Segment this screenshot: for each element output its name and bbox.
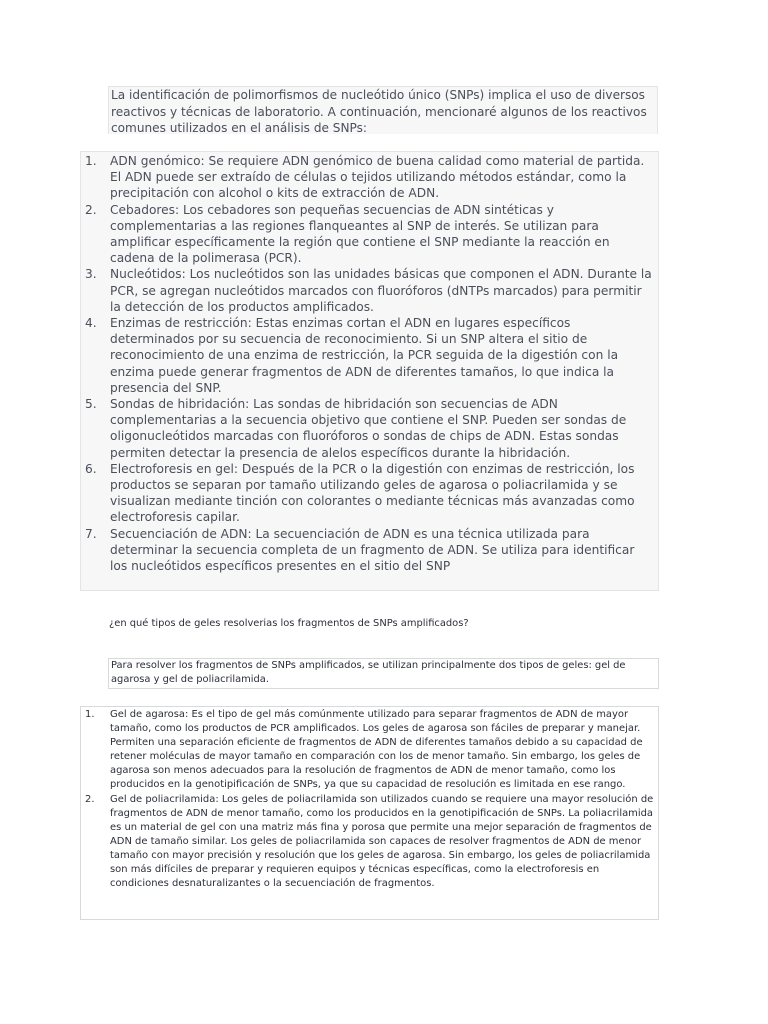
list-item-text: ADN genómico: Se requiere ADN genómico de buena calidad como material de partida. El ADN puede ser extraído de células o tejidos utilizando métodos estándar, como la precipitación con alcohol o kits de extracción de ADN.	[110, 154, 645, 201]
gels-list	[81, 708, 658, 891]
list-item	[81, 315, 658, 396]
list-item-text: Nucleótidos: Los nucleótidos son las unidades básicas que componen el ADN. Durante la PCR, se agregan nucleótidos marcados con fluoróforos (dNTPs marcados) para permitir la detección de los productos amplificados.	[110, 267, 652, 314]
list-item-text: Electroforesis en gel: Después de la PCR o la digestión con enzimas de restricción, los productos se separan por tamaño utilizando geles de agarosa o poliacrilamida y se visualizan mediante tinción con colorantes o mediante técnicas más avanzadas como electroforesis capilar.	[110, 461, 635, 525]
list-item-number: 2.	[85, 793, 95, 805]
list-item-text: Sondas de hibridación: Las sondas de hibridación son secuencias de ADN complementarias a la secuencia objetivo que contiene el SNP. Pueden ser sondas de oligonucleótidos marcadas con fluoróforos o sondas de chips de ADN. Estas sondas permiten detectar la presencia de alelos específicos durante la hibridación.	[110, 397, 627, 460]
list-item-number: 1.	[85, 709, 95, 720]
list-item-number: 2.	[85, 202, 97, 217]
intro-text: La identificación de polimorfismos de nucleótido único (SNPs) implica el uso de diversos reactivos y técnicas de laboratorio. A continuación, mencionaré algunos de los reactivos comunes utilizados en el análisis de SNPs:	[111, 88, 647, 134]
list-item-text: Gel de poliacrilamida: Los geles de poliacrilamida son utilizados cuando se requiere una mayor resolución de fragmentos de ADN de menor tamaño, como los producidos en la genotipificación de SNPs. La poliacrilamida es un material de gel con una matriz más fina y porosa que permite una mejor separación de fragmentos de ADN de tamaño similar. Los geles de poliacrilamida son capaces de resolver fragmentos de ADN de menor tamaño con mayor precisión y resolución que los geles de agarosa. Sin embargo, los geles de poliacrilamida son más difíciles de preparar y requieren equipos y técnicas específicas, como la electroforesis en condiciones desnaturalizantes o la secuenciación de fragmentos.	[110, 793, 654, 890]
list-item-text: Cebadores: Los cebadores son pequeñas secuencias de ADN sintéticas y complementarias a las regiones flanqueantes al SNP de interés. Se utilizan para amplificar específicamente la región que contiene el SNP mediante la reacción en cadena de la polimerasa (PCR).	[110, 202, 610, 266]
intro-paragraph	[108, 86, 658, 134]
list-item	[81, 461, 658, 526]
list-item-number: 1.	[85, 154, 97, 168]
list-item	[81, 793, 658, 892]
reagents-list	[81, 153, 658, 574]
list-item-number: 7.	[85, 526, 97, 541]
list-item	[81, 526, 658, 575]
list-item-text: Secuenciación de ADN: La secuenciación de ADN es una técnica utilizada para determinar la secuencia completa de un fragmento de ADN. Se utiliza para identificar los nucleótidos específicos presentes en el sitio del SNP	[110, 526, 635, 574]
list-item-number: 3.	[85, 267, 97, 282]
list-item	[81, 708, 658, 793]
list-item	[81, 202, 658, 267]
answer-intro-text: Para resolver los fragmentos de SNPs amplificados, se utilizan principalmente dos tipos de geles: gel de agarosa y gel de poliacrilamida.	[111, 660, 626, 685]
list-item-number: 6.	[85, 461, 97, 476]
list-item	[81, 396, 658, 461]
list-item-text: Enzimas de restricción: Estas enzimas cortan el ADN en lugares específicos determinados por su secuencia de reconocimiento. Si un SNP altera el sitio de reconocimiento de una enzima de restricción, la PCR seguida de la digestión con la enzima puede generar fragmentos de ADN de diferentes tamaños, lo que indica la presencia del SNP.	[110, 316, 619, 395]
list-item	[81, 266, 658, 315]
list-item-number: 4.	[85, 316, 97, 331]
list-item	[81, 153, 658, 202]
answer-intro-paragraph	[108, 658, 659, 689]
question-text: ¿en qué tipos de geles resolverias los fragmentos de SNPs amplificados?	[109, 618, 469, 629]
list-item-text: Gel de agarosa: Es el tipo de gel más comúnmente utilizado para separar fragmentos de ADN de mayor tamaño, como los productos de PCR amplificados. Los geles de agarosa son fáciles de preparar y manejar. Permiten una separación eficiente de fragmentos de ADN de diferentes tamaños debido a su capacidad de retener moléculas de mayor tamaño en comparación con los de menor tamaño. Sin embargo, los geles de agarosa son menos adecuados para la resolución de fragmentos de ADN de menor tamaño, como los producidos en la genotipificación de SNPs, ya que su capacidad de resolución es limitada en ese rango.	[110, 709, 643, 791]
reagents-list-box	[80, 151, 659, 591]
gels-list-box	[80, 706, 659, 920]
list-item-number: 5.	[85, 397, 97, 412]
